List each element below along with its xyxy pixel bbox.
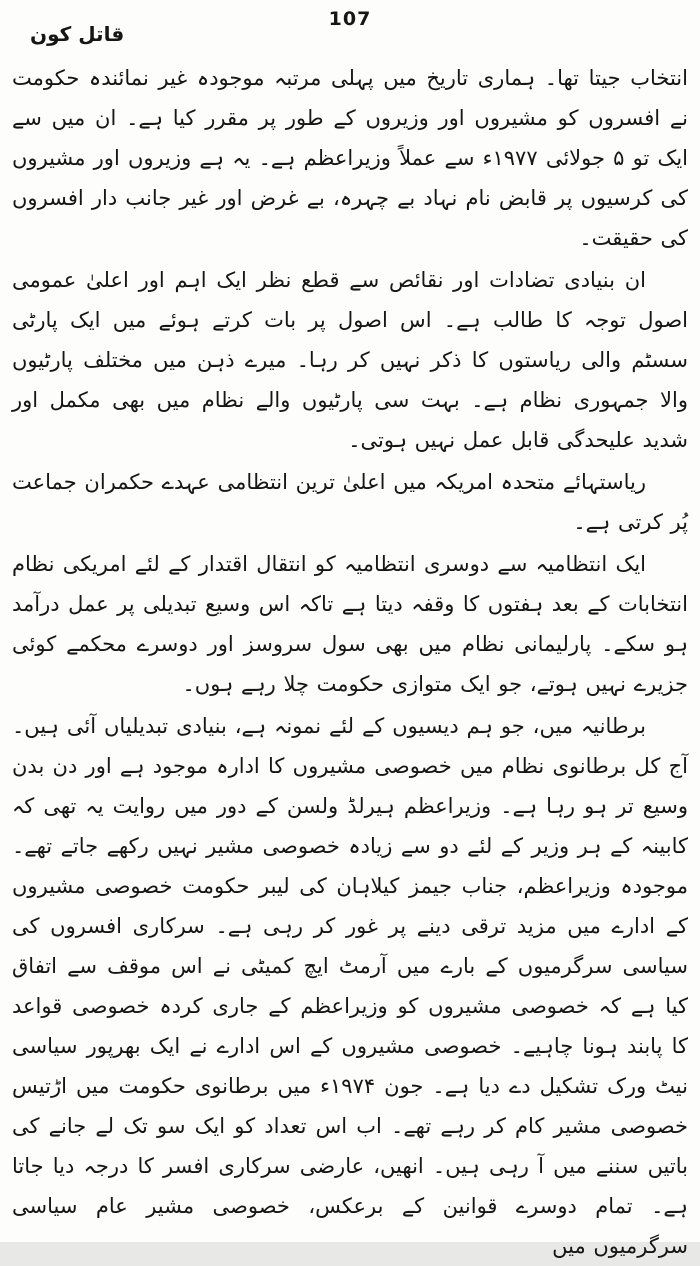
page-header [12,6,688,58]
page-body-text [12,58,688,1266]
paragraph-3: ریاستہائے متحدہ امریکہ میں اعلیٰ ترین انتظامی عہدے حکمران جماعت پُر کرتی ہے۔ [12,470,688,534]
book-title: قاتل کون [30,22,125,46]
paragraph-5: برطانیہ میں، جو ہم دیسیوں کے لئے نمونہ ہے، بنیادی تبدیلیاں آئی ہیں۔ آج کل برطانوی نظام میں خصوصی مشیروں کا ادارہ موجود ہے اور دن بدن وسیع تر ہو رہا ہے۔ وزیراعظم ہیرلڈ ولسن کے دور میں روایت یہ تھی کہ کابینہ کے ہر وزیر کے لئے دو سے زیادہ خصوصی مشیر نہیں رکھے جاتے تھے۔ موجودہ وزیراعظم، جناب جیمز کیلاہان کی لیبر حکومت خصوصی مشیروں کے ادارے میں مزید ترقی دینے پر غور کر رہی ہے۔ سرکاری افسروں کی سیاسی سرگرمیوں کے بارے میں آرمٹ ایچ کمیٹی نے اس موقف سے اتفاق کیا ہے کہ خصوصی مشیروں کو وزیراعظم کے جاری کردہ خصوصی قواعد کا پابند ہونا چاہیے۔ خصوصی مشیروں کے اس ادارے نے ایک بھرپور سیاسی نیٹ ورک تشکیل دے دیا ہے۔ جون ۱۹۷۴ء میں برطانوی حکومت میں اڑتیس خصوصی مشیر کام کر رہے تھے۔ اب اس تعداد کو ایک سو تک لے جانے کی باتیں سننے میں آ رہی ہیں۔ انھیں، عارضی سرکاری افسر کا درجہ دیا جاتا ہے۔ تمام دوسرے قوانین کے برعکس، خصوصی مشیر عام سیاسی سرگرمیوں میں [12,714,688,1258]
page-number: 107 [328,8,372,30]
paragraph-1: انتخاب جیتا تھا۔ ہماری تاریخ میں پہلی مرتبہ موجودہ غیر نمائندہ حکومت نے افسروں کو مشیروں اور وزیروں کے طور پر مقرر کیا ہے۔ ان میں سے ایک تو ۵ جولائی ۱۹۷۷ء سے عملاً وزیراعظم ہے۔ یہ ہے وزیروں اور مشیروں کی کرسیوں پر قابض نام نہاد بے چہرہ، بے غرض اور غیر جانب دار افسروں کی حقیقت۔ [12,66,688,250]
paragraph-4: ایک انتظامیہ سے دوسری انتظامیہ کو انتقال اقتدار کے لئے امریکی نظام انتخابات کے بعد ہفتوں کا وقفہ دیتا ہے تاکہ اس وسیع تبدیلی پر عمل درآمد ہو سکے۔ پارلیمانی نظام میں بھی سول سروسز اور دوسرے محکمے کوئی جزیرے نہیں ہوتے، جو ایک متوازی حکومت چلا رہے ہوں۔ [12,552,688,696]
paragraph-2: ان بنیادی تضادات اور نقائص سے قطع نظر ایک اہم اور اعلیٰ عمومی اصول توجہ کا طالب ہے۔ اس اصول پر بات کرتے ہوئے میں ایک پارٹی سسٹم والی ریاستوں کا ذکر نہیں کر رہا۔ میرے ذہن میں مختلف پارٹیوں والا جمہوری نظام ہے۔ بہت سی پارٹیوں والے نظام میں بھی مکمل اور شدید علیحدگی قابل عمل نہیں ہوتی۔ [12,268,688,452]
